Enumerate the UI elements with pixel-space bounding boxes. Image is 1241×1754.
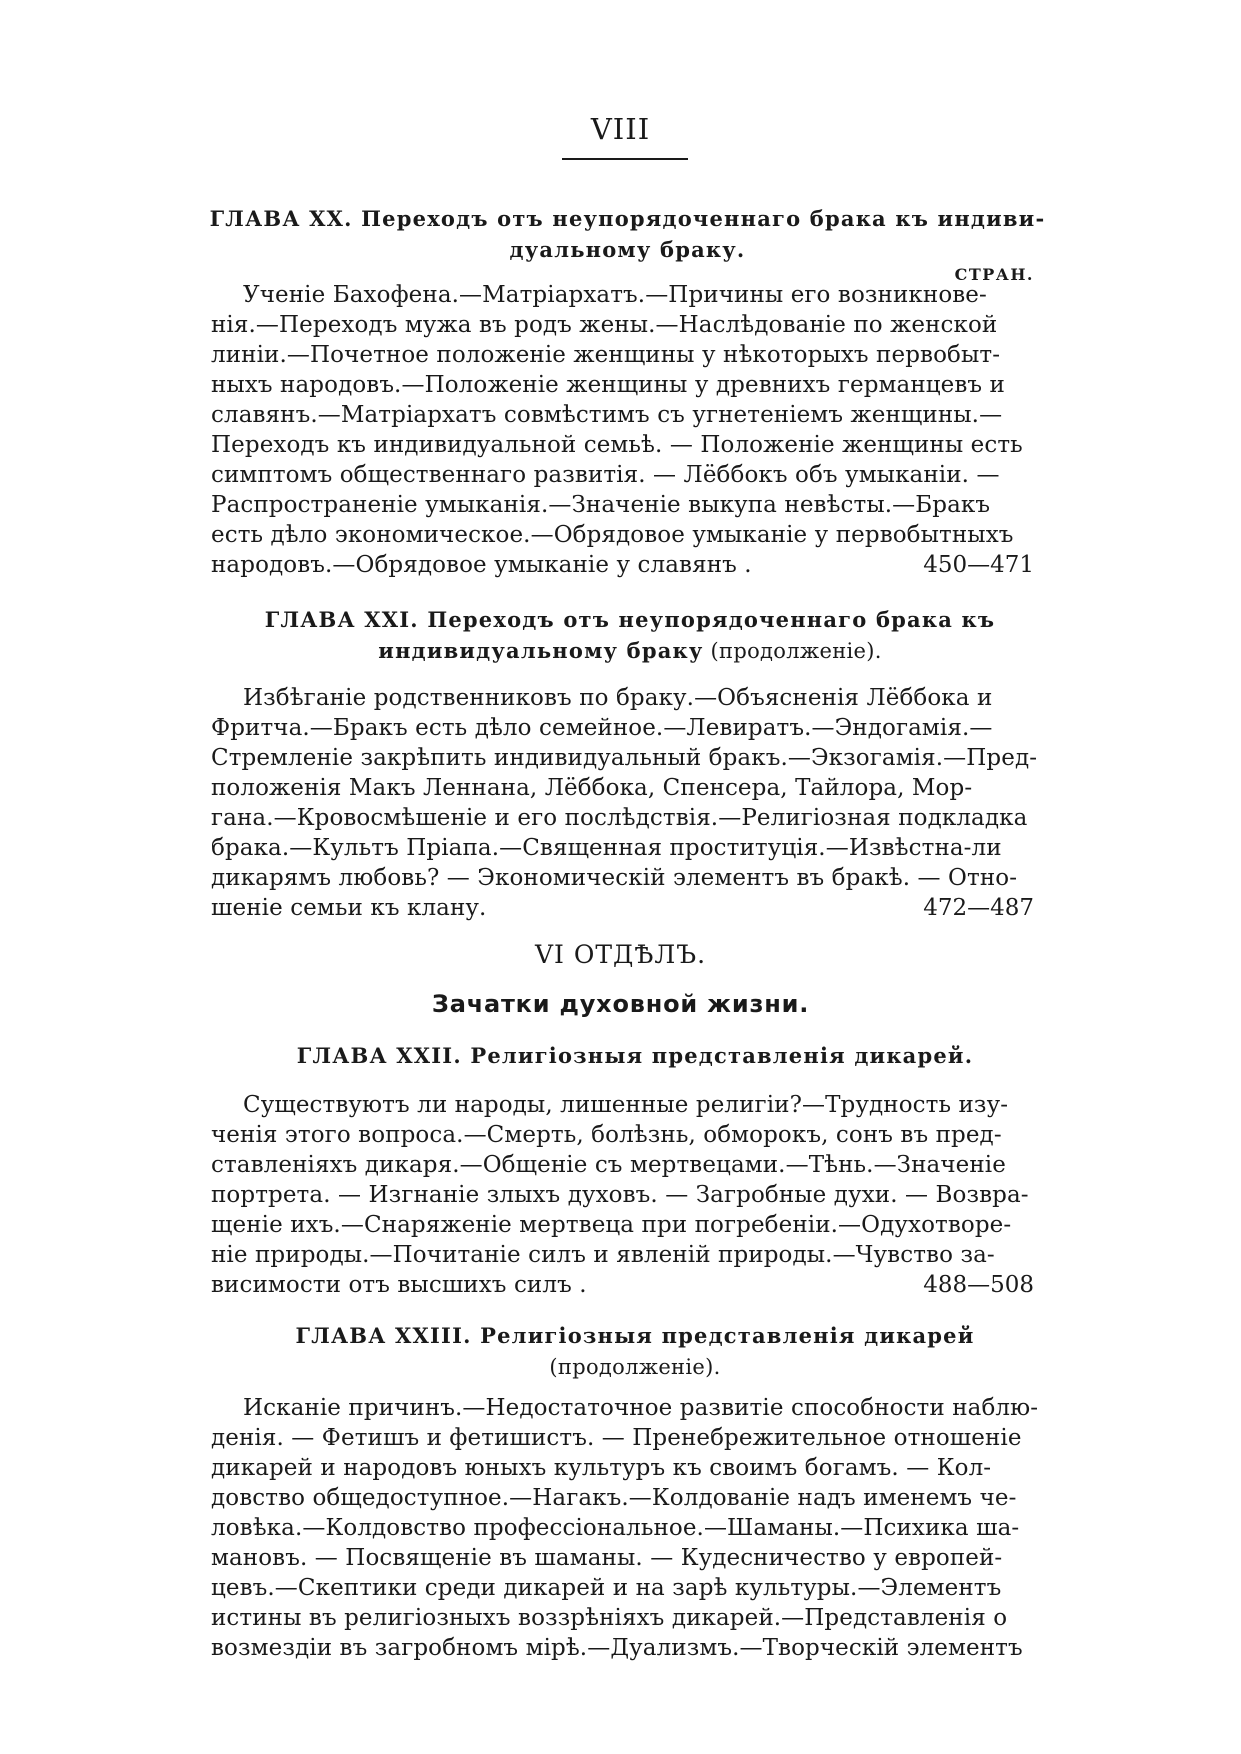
body-line: Переходъ къ индивидуальной семьѣ. — Положеніе женщины есть [211, 432, 1023, 458]
body-line: Существуютъ ли народы, лишенные религіи?—Трудность изу- [243, 1092, 1009, 1118]
chapter-23-title-continued: (продолженіе). [549, 1355, 721, 1379]
body-line: ченія этого вопроса.—Смерть, болѣзнь, обморокъ, сонъ въ пред- [211, 1122, 1002, 1148]
page-column-label: СТРАН. [954, 265, 1034, 284]
chapter-23-title-line1: ГЛАВА XXIII. Религіозныя представленія дикарей [295, 1323, 975, 1348]
page-number: VIII [590, 112, 651, 146]
body-line: народовъ.—Обрядовое умыканіе у славянъ . [211, 552, 752, 578]
section-title: VI ОТДѢЛЪ. [534, 940, 707, 969]
body-line: дикарямъ любовь? — Экономическій элементъ въ бракѣ. — Отно- [211, 865, 1018, 891]
body-line: возмездіи въ загробномъ мірѣ.—Дуализмъ.—Творческій элементъ [211, 1635, 1023, 1661]
body-line: ставленіяхъ дикаря.—Общеніе съ мертвецами.—Тѣнь.—Значеніе [211, 1152, 1006, 1178]
body-line: денія. — Фетишъ и фетишистъ. — Пренебрежительное отношеніе [211, 1425, 1022, 1451]
chapter-21-pages: 472—487 [923, 895, 1034, 921]
body-line: истины въ религіозныхъ воззрѣніяхъ дикарей.—Представленія о [211, 1605, 1008, 1631]
body-line: Ученіе Бахофена.—Матріархатъ.—Причины его возникнове- [243, 282, 987, 308]
body-line: славянъ.—Матріархатъ совмѣстимъ съ угнетеніемъ женщины.— [211, 402, 1003, 428]
body-line: положенія Макъ Леннана, Лёббока, Спенсера, Тайлора, Мор- [211, 775, 973, 801]
body-line: брака.—Культъ Пріапа.—Священная проституція.—Извѣстна-ли [211, 835, 1002, 861]
body-line: цевъ.—Скептики среди дикарей и на зарѣ культуры.—Элементъ [211, 1575, 1002, 1601]
body-line: нія.—Переходъ мужа въ родъ жены.—Наслѣдованіе по женской [211, 312, 998, 338]
body-line: ловѣка.—Колдовство профессіональное.—Шаманы.—Психика ша- [211, 1515, 1020, 1541]
chapter-20-title-line2: дуальному браку. [509, 237, 746, 262]
body-line: довство общедоступное.—Нагакъ.—Колдованіе надъ именемъ че- [211, 1485, 1017, 1511]
page-number-rule [562, 158, 688, 160]
body-line: симптомъ общественнаго развитія. — Лёббокъ объ умыканіи. — [211, 462, 1000, 488]
chapter-20-pages: 450—471 [923, 552, 1034, 578]
section-subtitle: Зачатки духовной жизни. [431, 990, 810, 1018]
body-line: линіи.—Почетное положеніе женщины у нѣкоторыхъ первобыт- [211, 342, 1001, 368]
chapter-21-title-line2: индивидуальному браку [378, 638, 704, 663]
body-line: щеніе ихъ.—Снаряженіе мертвеца при погребеніи.—Одухотворе- [211, 1212, 1012, 1238]
chapter-21-title-continued: (продолженіе). [703, 639, 882, 663]
chapter-23-title [240, 1320, 1030, 1383]
body-line: висимости отъ высшихъ силъ . [211, 1272, 587, 1298]
chapter-21-title [240, 604, 1020, 667]
body-line: портрета. — Изгнаніе злыхъ духовъ. — Загробные духи. — Возвра- [211, 1182, 1029, 1208]
body-line: дикарей и народовъ юныхъ культуръ къ своимъ богамъ. — Кол- [211, 1455, 992, 1481]
body-line: ніе природы.—Почитаніе силъ и явленій природы.—Чувство за- [211, 1242, 995, 1268]
chapter-22-pages: 488—508 [923, 1272, 1034, 1298]
body-line: гана.—Кровосмѣшеніе и его послѣдствія.—Религіозная подкладка [211, 805, 1028, 831]
body-line: Избѣганіе родственниковъ по браку.—Объясненія Лёббока и [243, 685, 993, 711]
body-line: шеніе семьи къ клану. [211, 895, 487, 921]
chapter-21-title-line1: ГЛАВА XXI. Переходъ отъ неупорядоченнаго брака къ [264, 607, 996, 632]
chapter-20-title-line1: ГЛАВА XX. Переходъ отъ неупорядоченнаго брака къ индиви- [209, 206, 1046, 231]
chapter-22-title [240, 1040, 1030, 1071]
body-line: мановъ. — Посвященіе въ шаманы. — Кудесничество у европей- [211, 1545, 1003, 1571]
body-line: Исканіе причинъ.—Недостаточное развитіе способности наблю- [243, 1395, 1039, 1421]
body-line: Фритча.—Бракъ есть дѣло семейное.—Левиратъ.—Эндогамія.— [211, 715, 993, 741]
chapter-20-title [195, 203, 1060, 265]
body-line: Распространеніе умыканія.—Значеніе выкупа невѣсты.—Бракъ [211, 492, 991, 518]
body-line: ныхъ народовъ.—Положеніе женщины у древнихъ германцевъ и [211, 372, 1005, 398]
body-line: Стремленіе закрѣпить индивидуальный бракъ.—Экзогамія.—Пред- [211, 745, 1038, 771]
body-line: есть дѣло экономическое.—Обрядовое умыканіе у первобытныхъ [211, 522, 1014, 548]
chapter-22-title-line1: ГЛАВА XXII. Религіозныя представленія дикарей. [296, 1043, 974, 1068]
